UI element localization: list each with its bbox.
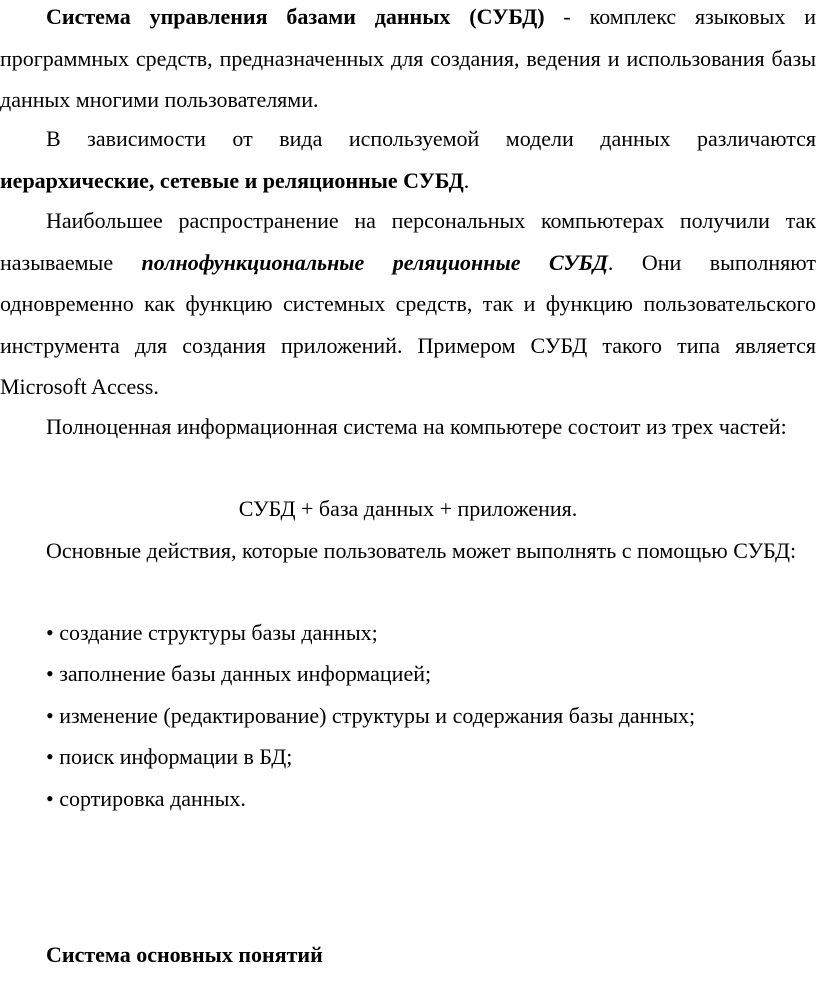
dbms-types-paragraph: В зависимости от вида используемой модели данных различаются иерархические, сетевые и реляционные СУБД.: [0, 126, 816, 193]
list-item: • изменение (редактирование) структуры и содержания базы данных;: [46, 703, 696, 728]
relational-dbms-term: полнофункциональные реляционные СУБД: [141, 249, 608, 275]
info-system-formula: СУБД + база данных + приложения.: [238, 496, 578, 521]
dbms-definition-paragraph: [0, 0, 816, 121]
section-heading: Система основных понятий: [46, 942, 323, 967]
dbms-term: Система управления базами данных (СУБД): [46, 4, 545, 29]
user-actions-paragraph: Основные действия, которые пользователь может выполнять с помощью СУБД:: [46, 538, 797, 563]
list-item: • поиск информации в БД;: [46, 744, 293, 769]
info-system-paragraph: Полноценная информационная система на компьютере состоит из трех частей:: [46, 414, 787, 439]
dbms-types-lead: В зависимости от вида используемой модели данных различаются: [46, 126, 816, 151]
relational-dbms-paragraph: [0, 200, 816, 408]
list-item: • создание структуры базы данных;: [46, 620, 378, 645]
dbms-definition: - комплекс языковых и программных средств, предназначенных для создания, ведения и использования базы данных многими пользователями.: [0, 4, 816, 112]
dbms-types-list: иерархические, сетевые и реляционные СУБД: [0, 167, 464, 193]
list-item: • заполнение базы данных информацией;: [46, 661, 432, 686]
relational-dbms-lead: Наибольшее распространение на персональных компьютерах получили так называемые: [0, 208, 816, 275]
list-item: • сортировка данных.: [46, 786, 246, 811]
relational-dbms-description: . Они выполняют одновременно как функцию системных средств, так и функцию пользовательского инструмента для создания приложений. Примером СУБД такого типа является Microsoft Access.: [0, 249, 816, 399]
